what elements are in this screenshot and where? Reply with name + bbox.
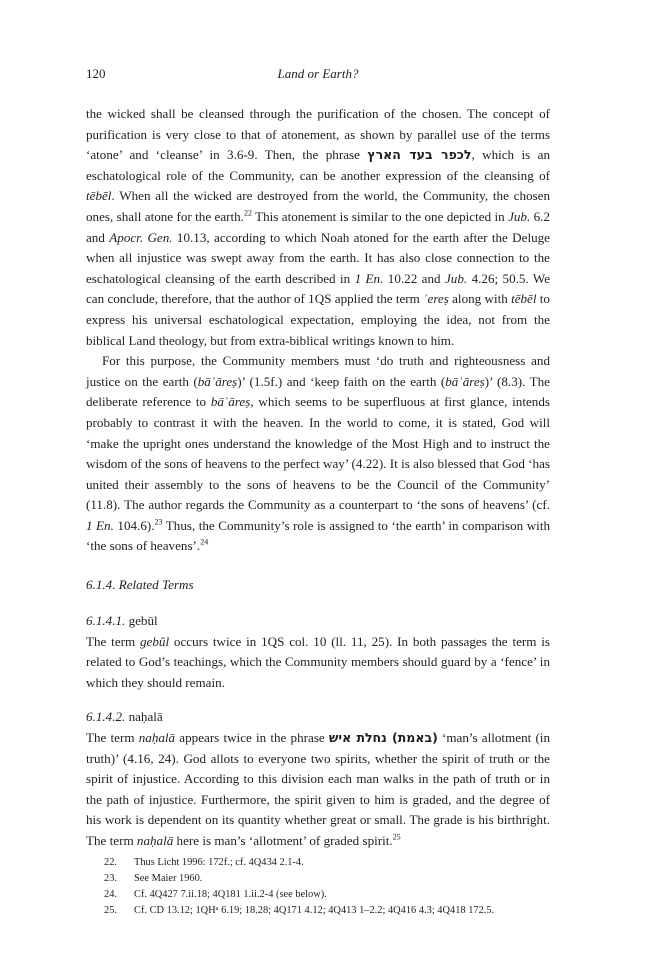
text-run: For this purpose, the Community members must ‘do truth and righteousness and justice on the earth ( bbox=[86, 353, 550, 389]
transliteration: tēbēl bbox=[511, 291, 537, 307]
text-run: 6.2 and bbox=[86, 208, 550, 245]
footnote bbox=[104, 871, 564, 887]
text-run: here is man’s ‘allotment’ of graded spirit. bbox=[173, 833, 393, 848]
text-run: to express his universal eschatological expectation, employing the idea, not from the biblical Land theology, but from extra-biblical writings known to him. bbox=[86, 291, 550, 348]
text-run: This atonement is similar to the one depicted in bbox=[251, 208, 509, 224]
text-run: ‘man’s allotment (in truth)’ (4.16, 24). God allots to everyone two spirits, whether the spirit of truth or the spirit of injustice. According to this division each man walks in the path of truth or in the path of injustice. Furthermore, the spirit given to him is graded, and the degree of his work is dependent on its quantity whether great or small. The grade is his birthright. The term bbox=[86, 730, 550, 848]
footnote-number: 24. bbox=[104, 889, 117, 900]
citation: Apocr. Gen. bbox=[109, 229, 173, 245]
subsection-number: 6.1.4.2. bbox=[86, 709, 126, 725]
text-run: , which seems to be superfluous at first glance, intends probably to contrast it with the heaven. In the world to come, it is stated, God will ‘make the upright ones understand the knowledge of the Most High and to instruct the wisdom of the sons of heavens to the perfect way’ (4.22). It is also blessed that God ‘has united their assembly to the sons of heavens to be the Council of the Community’ (11.8). The author regards the Community as a counterpart to ‘the sons of heavens’ (cf. bbox=[86, 394, 550, 513]
text-run: the wicked shall be cleansed through the purification of the chosen. The concept of purification is very close to that of atonement, as shown by parallel use of the terms ‘atone’ and ‘cleanse’ in 3.6-9. Then, the phrase bbox=[86, 106, 550, 163]
paragraph-1 bbox=[86, 104, 550, 351]
subsection-text bbox=[86, 728, 550, 852]
footnote bbox=[104, 855, 564, 871]
text-run: 10.13, according to which Noah atoned for the earth after the Deluge when all injustice was swept away from the earth. It has also close connection to the eschatological cleansing of the earth described in bbox=[86, 229, 550, 286]
footnote-text: Cf. 4Q427 7.ii.18; 4Q181 1.ii.2-4 (see below). bbox=[134, 889, 327, 900]
text-run: appears twice in the phrase bbox=[175, 730, 329, 746]
footnote-text: See Maier 1960. bbox=[134, 873, 203, 884]
citation: 1 En. bbox=[86, 517, 114, 533]
subsection-nahala bbox=[86, 707, 550, 851]
hebrew-phrase: לכפר בעד הארץ bbox=[367, 147, 472, 163]
text-run: )’ (1.5f.) and ‘keep faith on the earth ( bbox=[237, 373, 446, 389]
subsection-heading bbox=[86, 611, 550, 632]
transliteration: gebûl bbox=[140, 633, 170, 649]
footnote-ref-23: 23 bbox=[154, 517, 163, 527]
footnote-text: Thus Licht 1996: 172f.; cf. 4Q434 2.1-4. bbox=[134, 857, 304, 868]
footnote-number: 23. bbox=[104, 873, 117, 884]
footnote-ref-24: 24 bbox=[200, 538, 209, 548]
footnote bbox=[104, 887, 564, 903]
running-head bbox=[86, 66, 550, 86]
transliteration: bāʾāreṣ bbox=[445, 373, 485, 389]
transliteration: bāʾāreṣ bbox=[197, 373, 238, 389]
citation: 1 En. bbox=[354, 270, 384, 286]
subsection-term: naḥalā bbox=[128, 709, 163, 725]
running-title: Land or Earth? bbox=[277, 66, 359, 81]
page-number: 120 bbox=[86, 66, 106, 81]
text-run: )’ (8.3). The deliberate reference to bbox=[86, 373, 550, 410]
footnote-number: 25. bbox=[104, 905, 117, 916]
hebrew-phrase: (באמת) נחלת איש bbox=[328, 730, 438, 746]
citation: Jub. bbox=[508, 208, 531, 224]
subsection-gebul bbox=[86, 611, 550, 693]
subsection-number: 6.1.4.1. bbox=[86, 613, 126, 629]
text-run: The term bbox=[86, 633, 140, 649]
text-run: , which is an eschatological role of the Community, can be another expression of the cleansing of bbox=[86, 147, 550, 183]
page-body bbox=[86, 66, 550, 866]
footnote-number: 22. bbox=[104, 857, 117, 868]
transliteration: naḥalā bbox=[136, 833, 174, 848]
footnote-text: Cf. CD 13.12; 1QHᵃ 6.19; 18.28; 4Q171 4.12; 4Q413 1–2.2; 4Q416 4.3; 4Q418 172.5. bbox=[134, 905, 495, 916]
text-run: 10.22 and bbox=[383, 270, 445, 286]
text-run: Thus, the Community’s role is assigned to ‘the earth’ in comparison with ‘the sons of heavens’. bbox=[86, 517, 551, 554]
footnote-ref-25: 25 bbox=[392, 832, 401, 842]
text-run: The term bbox=[86, 730, 139, 746]
footnote bbox=[104, 903, 564, 919]
footnotes bbox=[104, 855, 564, 919]
subsection-text bbox=[86, 632, 550, 694]
transliteration: naḥalā bbox=[138, 730, 176, 746]
transliteration: bāʾāreṣ bbox=[210, 394, 251, 410]
text-run: along with bbox=[448, 291, 512, 307]
text-run: . When all the wicked are destroyed from the world, the Community, the chosen ones, shall atone for the earth. bbox=[86, 188, 550, 224]
footnote-ref-22: 22 bbox=[243, 208, 252, 218]
text-run: occurs twice in 1QS col. 10 (ll. 11, 25). In both passages the term is related to God’s teachings, which the Community members should guard by a ‘fence’ in which they should remain. bbox=[86, 633, 550, 690]
citation: Jub. bbox=[444, 270, 468, 286]
text-run: 104.6). bbox=[113, 517, 155, 533]
subsection-term: gebūl bbox=[128, 613, 158, 629]
transliteration: tēbēl bbox=[86, 188, 112, 204]
subsection-heading bbox=[86, 707, 550, 728]
section-heading: 6.1.4. Related Terms bbox=[86, 577, 194, 593]
transliteration: ʾereṣ bbox=[423, 291, 449, 307]
text-run: 4.26; 50.5. We can conclude, therefore, that the author of 1QS applied the term bbox=[86, 270, 551, 307]
paragraph-2 bbox=[86, 351, 550, 557]
